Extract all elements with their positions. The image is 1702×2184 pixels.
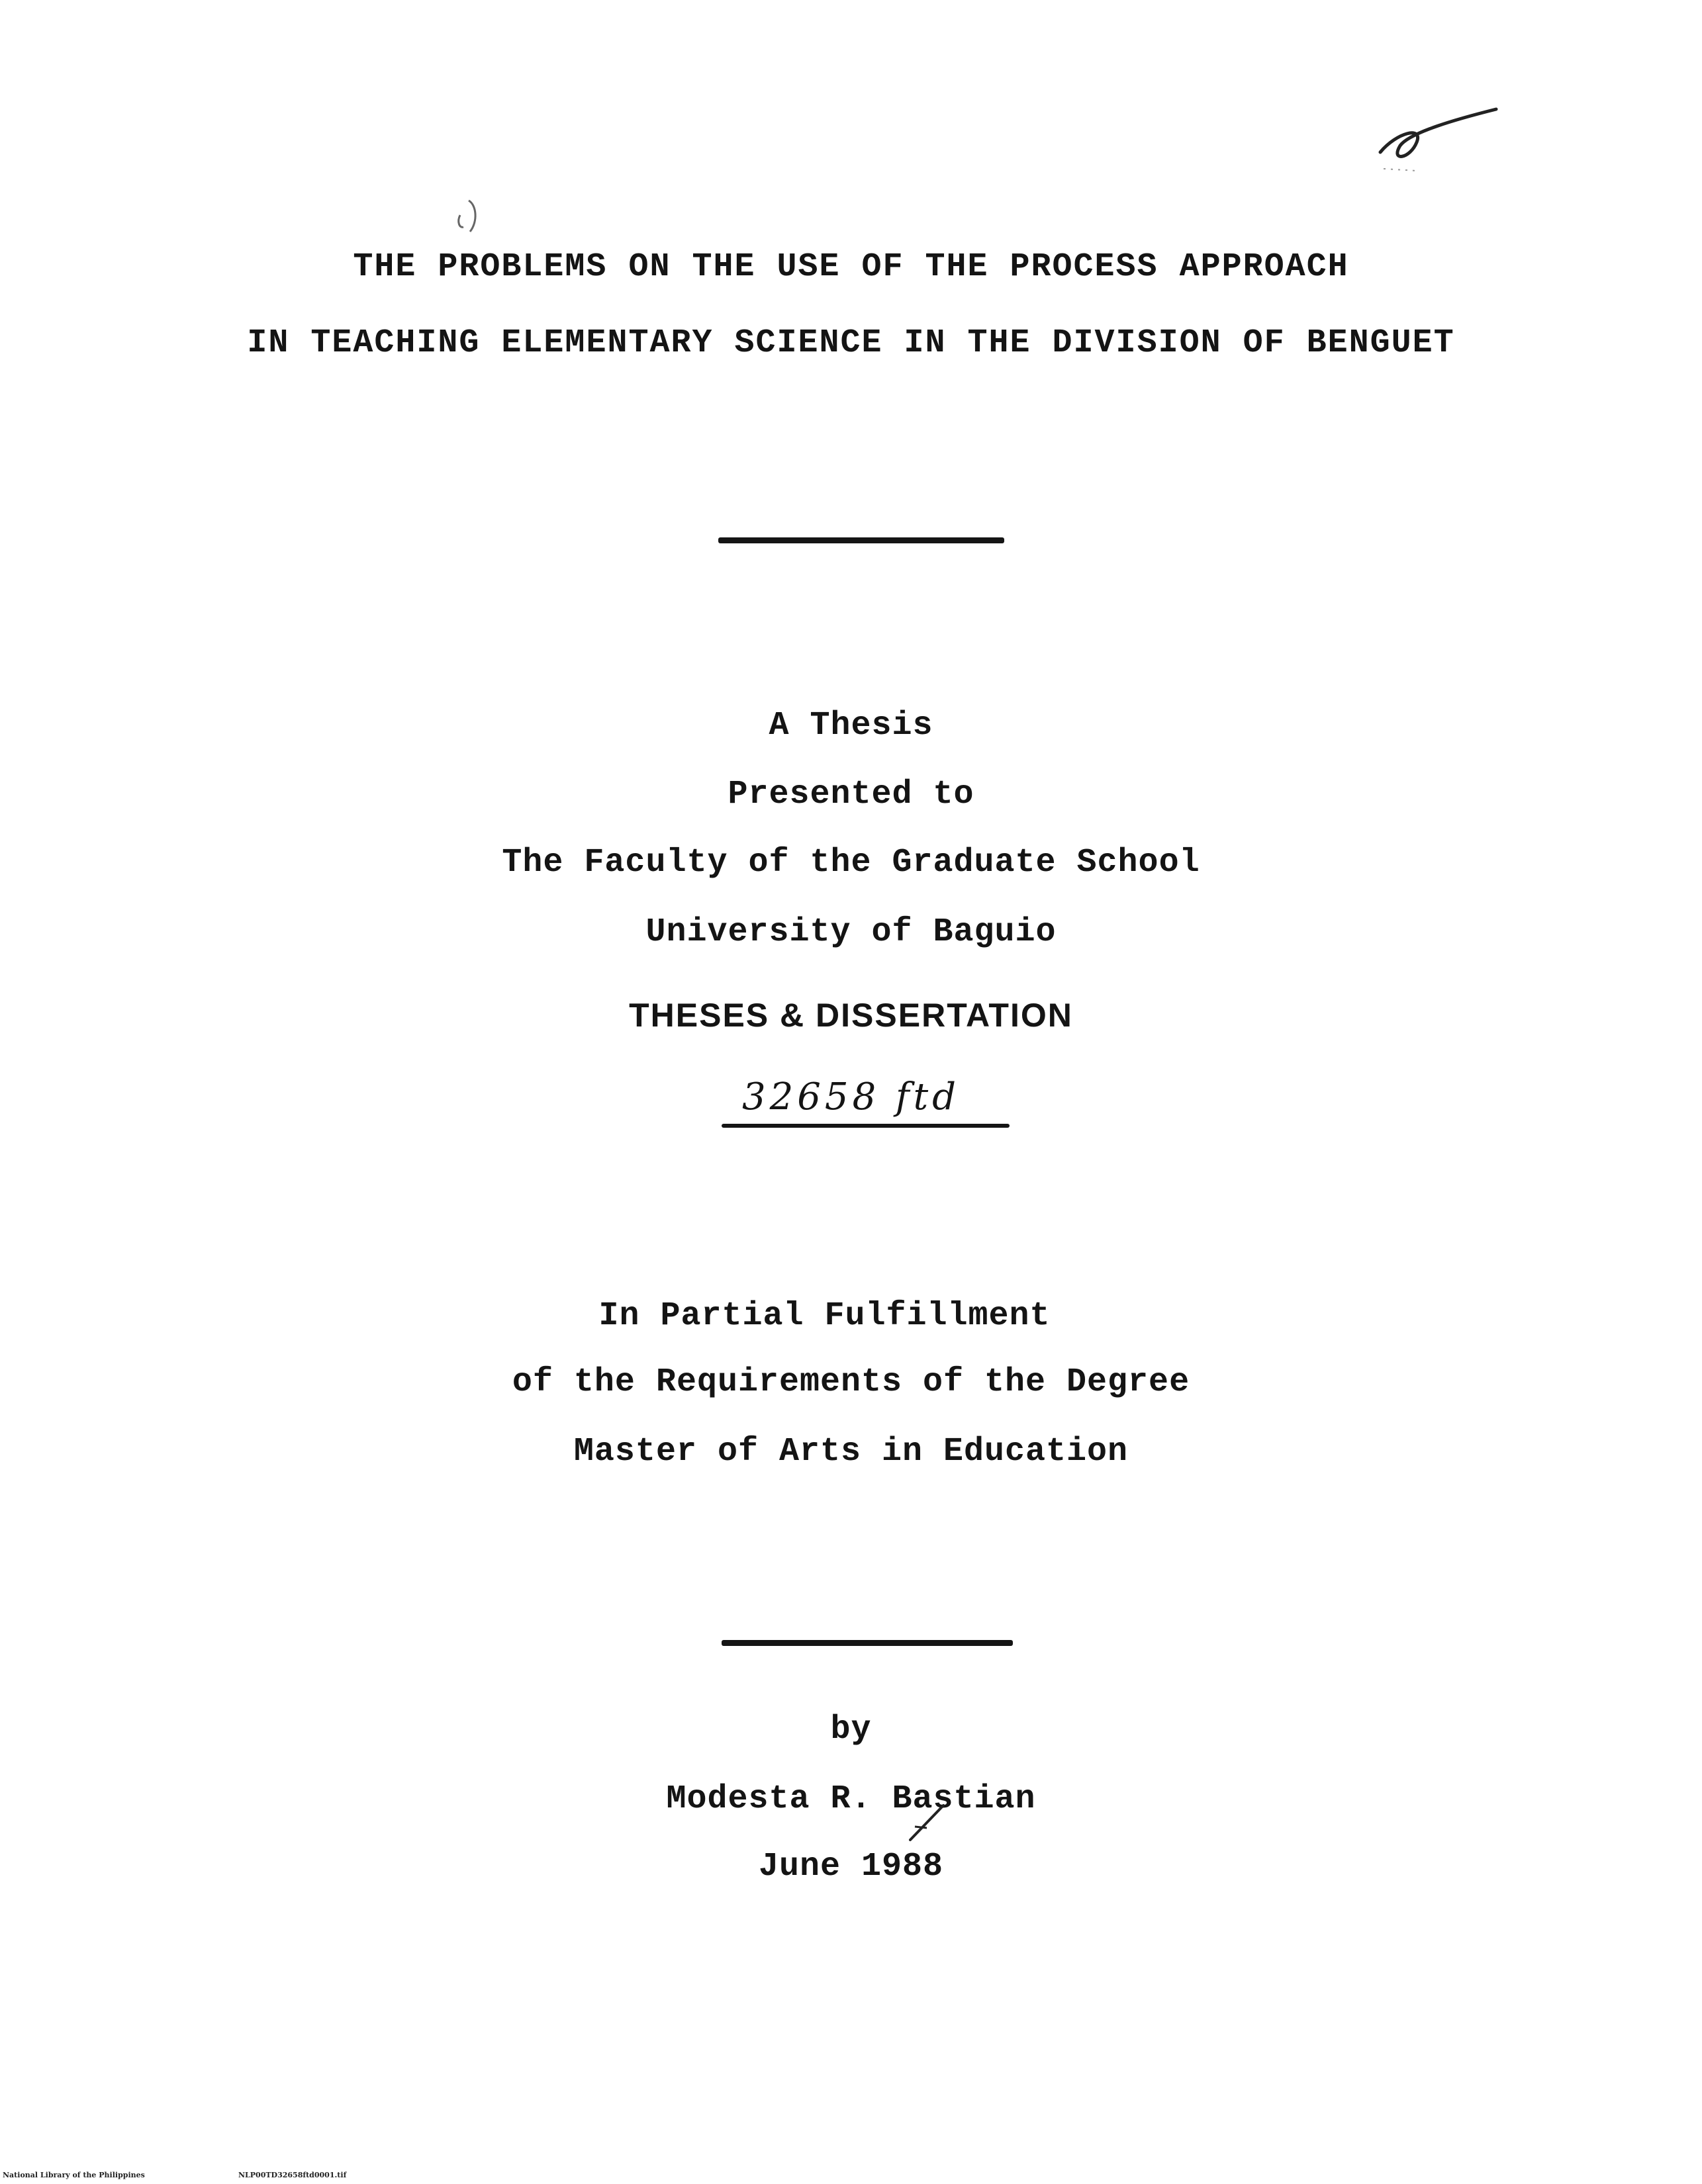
accession-underline (722, 1124, 1010, 1128)
partial-fulfillment: In Partial Fulfillment (598, 1297, 1051, 1335)
divider-bottom (722, 1640, 1013, 1646)
pencil-mark (450, 195, 490, 242)
theses-dissertation-stamp: THESES & DISSERTATION (629, 997, 1073, 1034)
presented-to: Presented to (728, 776, 974, 813)
author-check-mark (907, 1800, 947, 1846)
footer-library-name: National Library of the Philippines (3, 2171, 145, 2179)
thesis-title-line-1: THE PROBLEMS ON THE USE OF THE PROCESS APPROACH (353, 248, 1349, 286)
corner-check-mark (1377, 106, 1509, 185)
thesis-title-line-2: IN TEACHING ELEMENTARY SCIENCE IN THE DIVISION OF BENGUET (247, 324, 1455, 362)
author-name: Modesta R. Bastian (666, 1780, 1036, 1818)
requirements-line: of the Requirements of the Degree (512, 1363, 1190, 1401)
university-name: University of Baguio (645, 913, 1057, 951)
divider-top (718, 537, 1004, 543)
by-label: by (830, 1711, 872, 1749)
faculty-name: The Faculty of the Graduate School (502, 844, 1200, 882)
footer-file-name: NLP00TD32658ftd0001.tif (238, 2171, 347, 2179)
degree-name: Master of Arts in Education (573, 1433, 1129, 1471)
thesis-label: A Thesis (769, 707, 933, 745)
thesis-date: June 1988 (758, 1848, 944, 1886)
accession-number: 32658 ftd (741, 1075, 961, 1118)
